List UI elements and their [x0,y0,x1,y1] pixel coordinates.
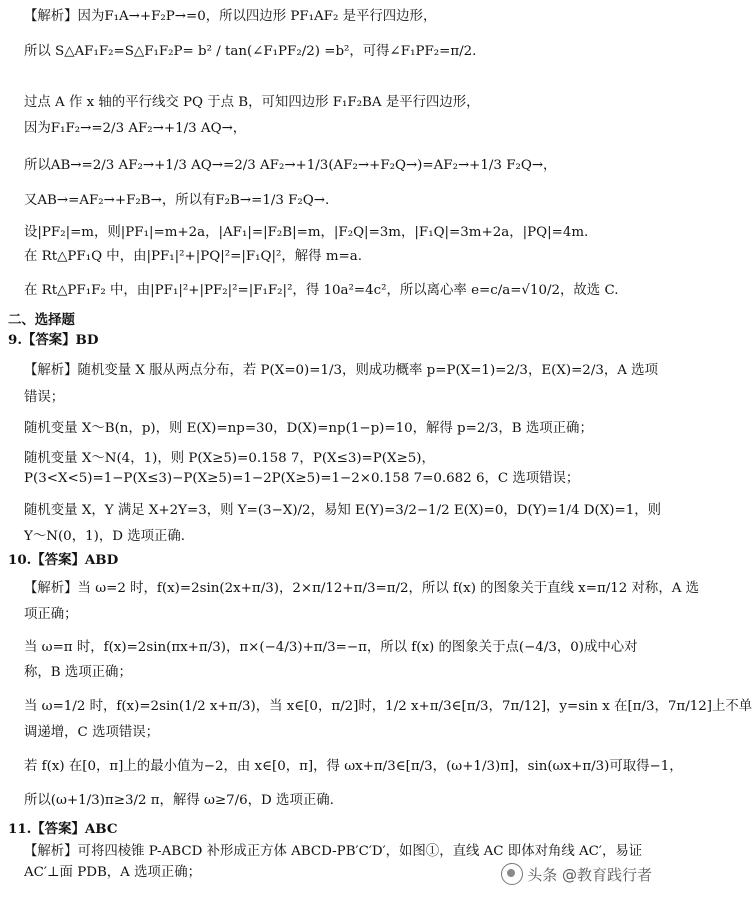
text-line-1: 【解析】因为F₁A→+F₂P→=0，所以四边形 PF₁AF₂ 是平行四边形， [24,9,437,24]
text-line-30: AC′⊥面 PDB，A 选项正确； [24,865,202,880]
text-line-20: 【解析】当 ω=2 时，f(x)=2sin(2x+π/3)，2×π/12+π/3=π/2，所以 f(x) 的图象关于直线 x=π/12 对称，A 选 [24,581,700,596]
text-line-13: 错误； [24,390,65,405]
text-line-6: 又AB→=AF₂→+F₂B→，所以有F₂B→=1/3 F₂Q→. [24,193,330,208]
text-line-9: 在 Rt△PF₁F₂ 中，由|PF₁|²+|PF₂|²=|F₁F₂|²，得 10a²=4c²，所以离心率 e=c/a=√10/2，故选 C. [24,283,619,298]
watermark-logo-icon [501,863,523,885]
text-line-2: 所以 S△AF₁F₂=S△F₁F₂P= b² / tan(∠F₁PF₂/2) =b²，可得∠F₁PF₂=π/2. [24,44,477,59]
text-line-12: 【解析】随机变量 X 服从两点分布，若 P(X=0)=1/3，则成功概率 p=P(X=1)=2/3，E(X)=2/3，A 选项 [24,363,658,378]
text-line-15: 随机变量 X～N(4，1)，则 P(X≥5)=0.158 7，P(X≤3)=P(X≥5)， [24,451,435,466]
text-line-4: 因为F₁F₂→=2/3 AF₂→+1/3 AQ→， [24,121,247,136]
text-line-7: 设|PF₂|=m，则|PF₁|=m+2a，|AF₁|=|F₂B|=m，|F₂Q|=3m，|F₁Q|=3m+2a，|PQ|=4m. [24,225,589,240]
text-line-5: 所以AB→=2/3 AF₂→+1/3 AQ→=2/3 AF₂→+1/3(AF₂→+F₂Q→)=AF₂→+1/3 F₂Q→， [24,158,557,173]
watermark-text: 头条 @教育践行者 [527,865,652,884]
text-line-17: 随机变量 X，Y 满足 X+2Y=3，则 Y=(3−X)/2，易知 E(Y)=3/2−1/2 E(X)=0，D(Y)=1/4 D(X)=1，则 [24,503,662,518]
answer-11: 11.【答案】ABC [8,821,118,837]
answer-10: 10.【答案】ABD [8,552,119,568]
text-line-26: 若 f(x) 在[0，π]上的最小值为−2，由 x∈[0，π]，得 ωx+π/3∈[π/3，(ω+1/3)π]，sin(ωx+π/3)可取得−1， [24,759,683,774]
text-line-16: P(3<X<5)=1−P(X≤3)−P(X≥5)=1−2P(X≥5)=1−2×0.158 7=0.682 6，C 选项错误； [24,471,580,486]
text-line-29: 【解析】可将四棱锥 P-ABCD 补形成正方体 ABCD-PB′C′D′，如图①，直线 AC 即体对角线 AC′，易证 [24,844,643,859]
text-line-8: 在 Rt△PF₁Q 中，由|PF₁|²+|PQ|²=|F₁Q|²，解得 m=a. [24,249,362,264]
section-heading-choice: 二、选择题 [8,313,75,328]
text-line-24: 当 ω=1/2 时，f(x)=2sin(1/2 x+π/3)，当 x∈[0，π/2]时，1/2 x+π/3∈[π/3，7π/12]，y=sin x 在[π/3，7π/12]上不单 [24,699,752,714]
text-line-3: 过点 A 作 x 轴的平行线交 PQ 于点 B，可知四边形 F₁F₂BA 是平行四边形， [24,95,480,110]
text-line-14: 随机变量 X～B(n，p)，则 E(X)=np=30，D(X)=np(1−p)=10，解得 p=2/3，B 选项正确； [24,421,593,436]
answer-9: 9.【答案】BD [8,332,99,348]
watermark [501,863,652,885]
text-line-25: 调递增，C 选项错误； [24,725,160,740]
text-line-21: 项正确； [24,607,78,622]
text-line-23: 称，B 选项正确； [24,665,132,680]
text-line-22: 当 ω=π 时，f(x)=2sin(πx+π/3)，π×(−4/3)+π/3=−π，所以 f(x) 的图象关于点(−4/3，0)成中心对 [24,640,638,655]
text-line-27: 所以(ω+1/3)π≥3/2 π，解得 ω≥7/6，D 选项正确. [24,793,334,808]
text-line-18: Y～N(0，1)，D 选项正确. [24,529,186,544]
